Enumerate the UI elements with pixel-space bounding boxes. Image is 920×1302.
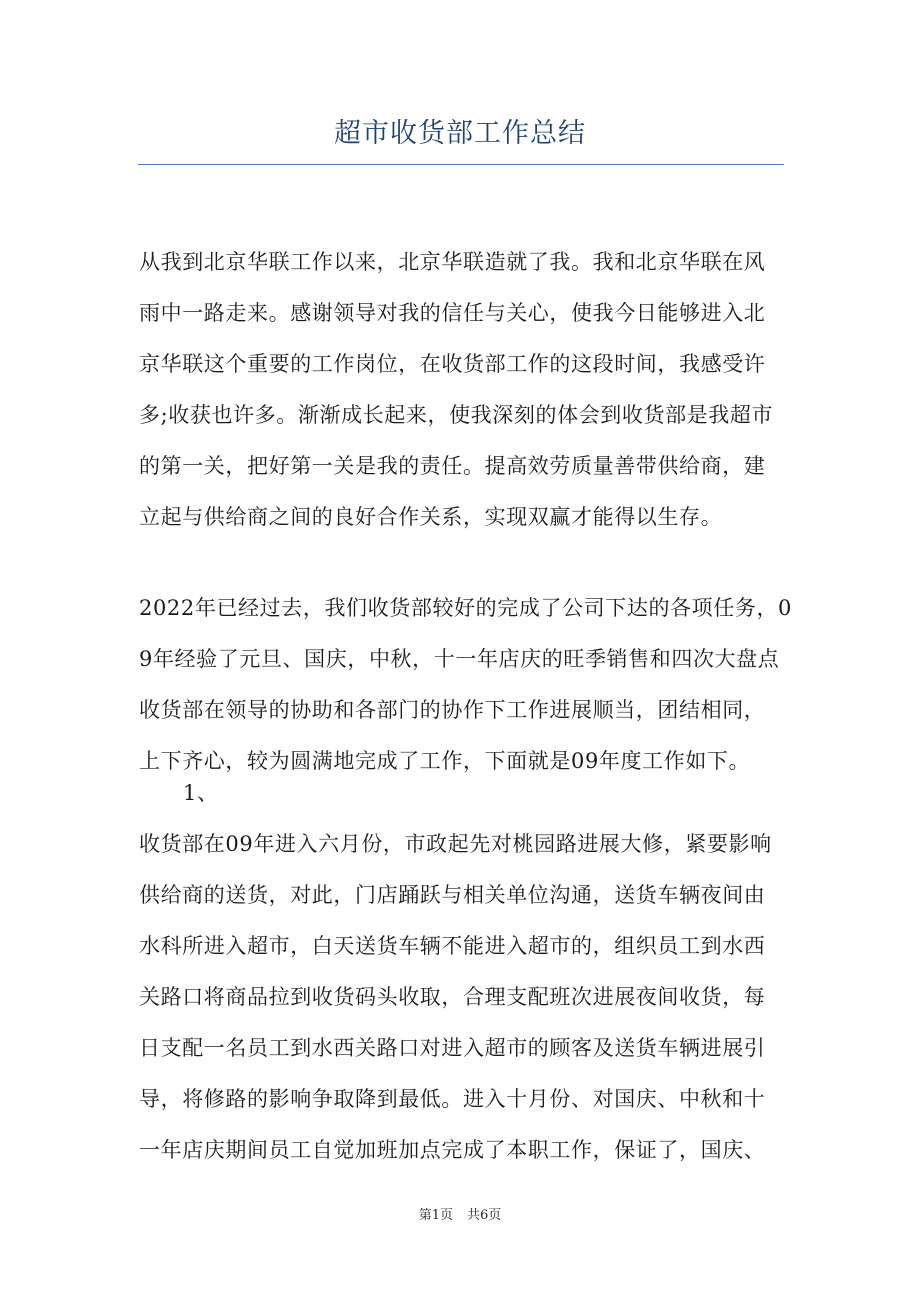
page-number: 第1页 (418, 1208, 453, 1223)
paragraph-3-line-3: 水科所进入超市，白天送货车辆不能进入超市的，组织员工到水西 (139, 934, 766, 958)
paragraph-3-line-6: 导，将修路的影响争取降到最低。进入十月份、对国庆、中秋和十 (139, 1087, 766, 1111)
paragraph-1-line-3: 京华联这个重要的工作岗位，在收货部工作的这段时间，我感受许 (139, 352, 766, 376)
title-underline (138, 164, 784, 165)
paragraph-2-line-3: 收货部在领导的协助和各部门的协作下工作进展顺当，团结相同， (139, 698, 766, 722)
paragraph-3-line-5: 日支配一名员工到水西关路口对进入超市的顾客及送货车辆进展引 (139, 1036, 766, 1060)
paragraph-1-line-5: 的第一关，把好第一关是我的责任。提高效劳质量善带供给商，建 (139, 454, 766, 478)
paragraph-3-line-1: 收货部在09年进入六月份，市政起先对桃园路进展大修，紧要影响 (139, 832, 772, 856)
paragraph-2-line-4: 上下齐心，较为圆满地完成了工作，下面就是09年度工作如下。 (139, 749, 751, 773)
page-total: 共6页 (467, 1208, 502, 1223)
paragraph-1-line-1: 从我到北京华联工作以来，北京华联造就了我。我和北京华联在风 (139, 250, 766, 274)
paragraph-2-line-1: 2022年已经过去，我们收货部较好的完成了公司下达的各项任务，0 (139, 596, 793, 620)
section-number: 1、 (183, 781, 219, 805)
paragraph-1-line-6: 立起与供给商之间的良好合作关系，实现双赢才能得以生存。 (139, 505, 723, 529)
paragraph-3-line-2: 供给商的送货，对此，门店踊跃与相关单位沟通，送货车辆夜间由 (139, 883, 766, 907)
paragraph-3-line-4: 关路口将商品拉到收货码头收取，合理支配班次进展夜间收货，每 (139, 985, 766, 1009)
paragraph-3-line-7: 一年店庆期间员工自觉加班加点完成了本职工作，保证了，国庆、 (139, 1138, 766, 1162)
paragraph-2-line-2: 9年经验了元旦、国庆，中秋，十一年店庆的旺季销售和四次大盘点 (139, 647, 780, 671)
paragraph-1-line-4: 多;收获也许多。渐渐成长起来，使我深刻的体会到收货部是我超市 (139, 403, 774, 427)
page-footer (0, 1207, 920, 1225)
paragraph-1-line-2: 雨中一路走来。感谢领导对我的信任与关心，使我今日能够进入北 (139, 301, 766, 325)
document-title: 超市收货部工作总结 (334, 118, 586, 149)
